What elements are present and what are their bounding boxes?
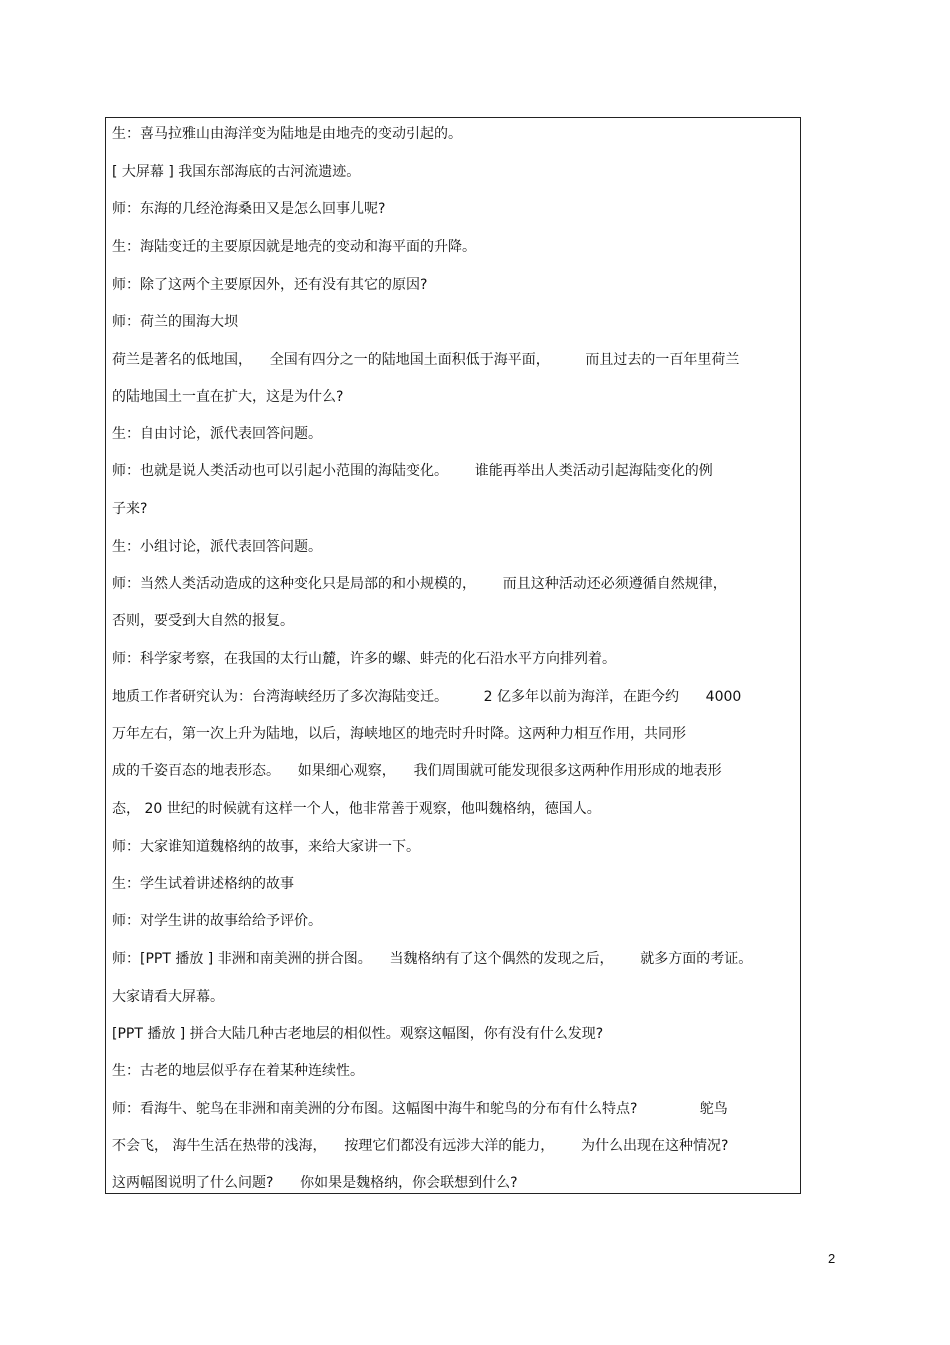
text-line: 师：当然人类活动造成的这种变化只是局部的和小规模的， 而且这种活动还必须遵循自然规律， [112,576,727,592]
text-line: 态， 20 世纪的时候就有这样一个人，他非常善于观察，他叫魏格纳，德国人。 [112,801,601,817]
text-line: 师：[PPT 播放 ] 非洲和南美洲的拼合图。 当魏格纳有了这个偶然的发现之后， 就多方面的考证。 [112,951,753,967]
text-line: 师：科学家考察，在我国的太行山麓，许多的螺、蚌壳的化石沿水平方向排列着。 [112,651,616,667]
text-line: 生：海陆变迁的主要原因就是地壳的变动和海平面的升降。 [112,239,476,255]
text-line: 不会飞， 海牛生活在热带的浅海， 按理它们都没有远涉大洋的能力， 为什么出现在这种情况? [112,1138,729,1154]
text-line: 师：荷兰的围海大坝 [112,314,238,330]
text-line: 否则，要受到大自然的报复。 [112,613,294,629]
text-line: 这两幅图说明了什么问题? 你如果是魏格纳，你会联想到什么? [112,1175,518,1191]
text-line: 生：自由讨论，派代表回答问题。 [112,426,322,442]
text-line: 子来? [112,501,148,517]
text-line: 地质工作者研究认为：台湾海峡经历了多次海陆变迁。 2 亿多年以前为海洋，在距今约 4000 [112,689,742,705]
text-line: 成的千姿百态的地表形态。 如果细心观察， 我们周围就可能发现很多这两种作用形成的地表形 [112,763,722,779]
text-line: 生：学生试着讲述格纳的故事 [112,876,294,892]
text-line: 师：除了这两个主要原因外，还有没有其它的原因? [112,277,428,293]
text-line: 师：也就是说人类活动也可以引起小范围的海陆变化。 谁能再举出人类活动引起海陆变化的例 [112,463,713,479]
text-line: 荷兰是著名的低地国， 全国有四分之一的陆地国土面积低于海平面， 而且过去的一百年里荷兰 [112,352,740,368]
text-line: 师：对学生讲的故事给给予评价。 [112,913,322,929]
text-line: 师：看海牛、鸵鸟在非洲和南美洲的分布图。这幅图中海牛和鸵鸟的分布有什么特点? 鸵鸟 [112,1101,728,1117]
text-line: 生：小组讨论，派代表回答问题。 [112,539,322,555]
text-line: 生：喜马拉雅山由海洋变为陆地是由地壳的变动引起的。 [112,126,462,142]
text-line: [PPT 播放 ] 拼合大陆几种古老地层的相似性。观察这幅图，你有没有什么发现? [112,1026,604,1042]
page-number: 2 [828,1251,836,1266]
text-line: 师：东海的几经沧海桑田又是怎么回事儿呢? [112,201,386,217]
text-line: 万年左右，第一次上升为陆地，以后，海峡地区的地壳时升时降。这两种力相互作用，共同形 [112,726,686,742]
text-line: 大家请看大屏幕。 [112,989,224,1005]
text-line: 生：古老的地层似乎存在着某种连续性。 [112,1063,364,1079]
text-line: 的陆地国土一直在扩大，这是为什么? [112,389,344,405]
text-line: 师：大家谁知道魏格纳的故事，来给大家讲一下。 [112,839,420,855]
text-line: [ 大屏幕 ] 我国东部海底的古河流遗迹。 [112,164,361,180]
